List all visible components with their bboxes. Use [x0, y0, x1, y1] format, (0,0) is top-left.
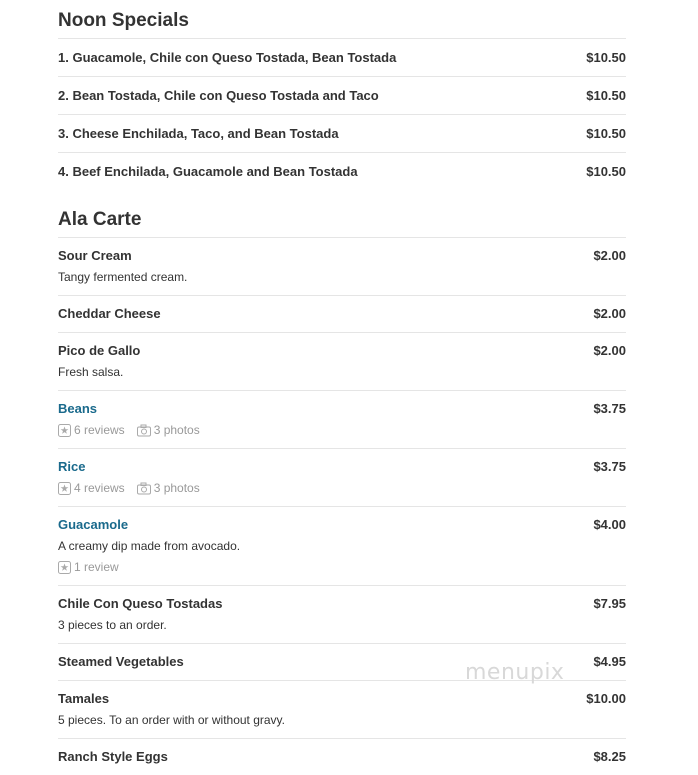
reviews-link[interactable] [58, 559, 119, 575]
item-meta [58, 559, 626, 575]
item-name: Sour Cream [58, 248, 132, 263]
menu-item [58, 114, 626, 152]
item-meta [58, 480, 626, 496]
item-price: $3.75 [593, 401, 626, 416]
menu-item [58, 506, 626, 585]
item-price: $4.00 [593, 517, 626, 532]
photos-count: 3 photos [153, 481, 200, 495]
item-price: $2.00 [593, 306, 626, 321]
menu-item [58, 38, 626, 76]
menu-item [58, 738, 626, 775]
menu-item [58, 295, 626, 332]
item-name: 2. Bean Tostada, Chile con Queso Tostada and Taco [58, 88, 379, 103]
item-price: $10.50 [586, 126, 626, 141]
item-meta [58, 422, 626, 438]
reviews-link[interactable] [58, 422, 125, 438]
photos-link[interactable] [137, 422, 200, 438]
item-price: $10.50 [586, 50, 626, 65]
star-badge-icon [58, 561, 71, 574]
section-title: Noon Specials [58, 10, 189, 31]
item-name: Ranch Style Eggs [58, 749, 168, 764]
item-description: 5 pieces. To an order with or without gravy. [58, 713, 286, 727]
item-price: $7.95 [593, 596, 626, 611]
item-price: $10.50 [586, 164, 626, 179]
photos-link[interactable] [137, 480, 200, 496]
item-price: $2.00 [593, 343, 626, 358]
item-price: $10.50 [586, 88, 626, 103]
item-name: Pico de Gallo [58, 343, 141, 358]
menu-page [58, 0, 626, 775]
camera-icon [137, 482, 151, 495]
menu-item [58, 390, 626, 448]
section-ala-carte [58, 208, 626, 775]
photos-count: 3 photos [153, 423, 200, 437]
item-description: 3 pieces to an order. [58, 618, 167, 632]
reviews-link[interactable] [58, 480, 125, 496]
item-description: Tangy fermented cream. [58, 270, 188, 284]
watermark-logo: menupix [465, 660, 565, 685]
item-name: 3. Cheese Enchilada, Taco, and Bean Tostada [58, 126, 339, 141]
item-name-link[interactable]: Guacamole [58, 517, 129, 532]
item-name-link[interactable]: Beans [58, 401, 98, 416]
star-badge-icon [58, 424, 71, 437]
item-name: Steamed Vegetables [58, 654, 184, 669]
item-price: $2.00 [593, 248, 626, 263]
reviews-count: 4 reviews [74, 481, 125, 495]
item-price: $8.25 [593, 749, 626, 764]
menu-item [58, 448, 626, 506]
menu-item [58, 332, 626, 390]
item-description: Fresh salsa. [58, 365, 124, 379]
item-description: A creamy dip made from avocado. [58, 539, 241, 553]
item-name: Tamales [58, 691, 110, 706]
item-price: $10.00 [586, 691, 626, 706]
menu-item [58, 237, 626, 295]
item-name: 1. Guacamole, Chile con Queso Tostada, Bean Tostada [58, 50, 397, 65]
section-noon-specials [58, 0, 626, 190]
camera-icon [137, 424, 151, 437]
item-price: $3.75 [593, 459, 626, 474]
section-title: Ala Carte [58, 209, 142, 230]
item-name: Chile Con Queso Tostadas [58, 596, 223, 611]
reviews-count: 6 reviews [74, 423, 125, 437]
star-badge-icon [58, 482, 71, 495]
item-name-link[interactable]: Rice [58, 459, 86, 474]
menu-item [58, 680, 626, 738]
item-price: $4.95 [593, 654, 626, 669]
menu-item [58, 585, 626, 643]
item-name: 4. Beef Enchilada, Guacamole and Bean Tostada [58, 164, 358, 179]
item-name: Cheddar Cheese [58, 306, 161, 321]
menu-item [58, 76, 626, 114]
reviews-count: 1 review [74, 560, 119, 574]
menu-item [58, 152, 626, 190]
